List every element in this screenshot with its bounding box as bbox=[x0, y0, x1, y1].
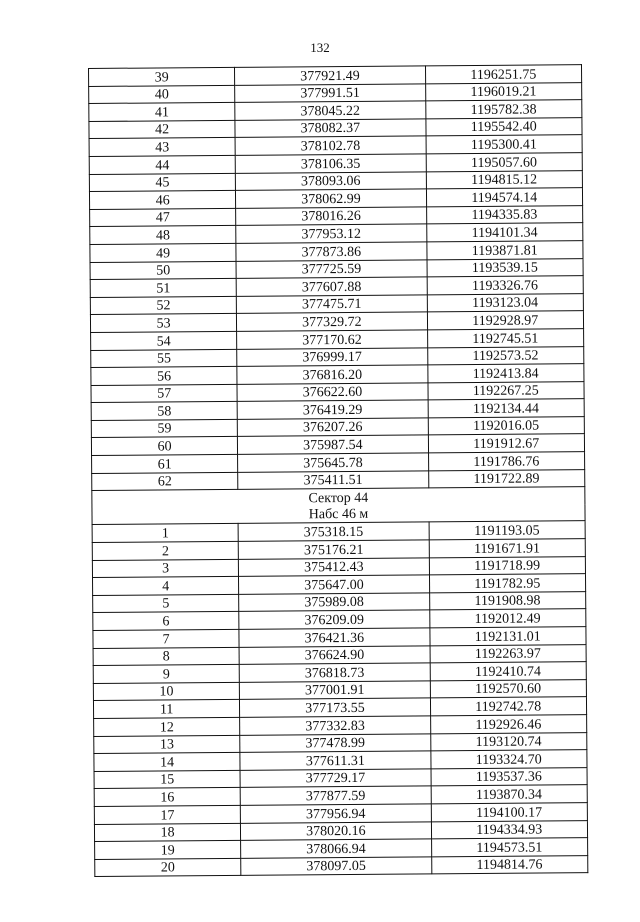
y-coordinate-cell: 1193539.15 bbox=[427, 258, 584, 277]
x-coordinate-cell: 377329.72 bbox=[237, 312, 427, 331]
point-number-cell: 52 bbox=[90, 296, 236, 315]
point-number-cell: 1 bbox=[92, 524, 238, 543]
x-coordinate-cell: 378062.99 bbox=[236, 189, 426, 208]
y-coordinate-cell: 1194334.93 bbox=[431, 820, 588, 839]
point-number-cell: 12 bbox=[94, 717, 240, 736]
point-number-cell: 10 bbox=[93, 682, 239, 701]
point-number-cell: 49 bbox=[90, 243, 236, 262]
x-coordinate-cell: 375987.54 bbox=[238, 435, 428, 454]
page-number: 132 bbox=[310, 40, 330, 55]
x-coordinate-cell: 377001.91 bbox=[240, 681, 430, 700]
y-coordinate-cell: 1195542.40 bbox=[425, 117, 582, 136]
y-coordinate-cell: 1191912.67 bbox=[428, 434, 585, 453]
sector-header bbox=[92, 487, 585, 525]
y-coordinate-cell: 1191786.76 bbox=[428, 452, 585, 471]
point-number-cell: 51 bbox=[90, 278, 236, 297]
x-coordinate-cell: 377956.94 bbox=[241, 804, 431, 823]
y-coordinate-cell: 1194100.17 bbox=[431, 803, 588, 822]
x-coordinate-cell: 377953.12 bbox=[236, 224, 426, 243]
point-number-cell: 44 bbox=[89, 155, 235, 174]
point-number-cell: 5 bbox=[93, 594, 239, 613]
x-coordinate-cell: 376421.36 bbox=[239, 628, 429, 647]
y-coordinate-cell: 1193537.36 bbox=[431, 767, 588, 786]
point-number-cell: 58 bbox=[91, 402, 237, 421]
x-coordinate-cell: 378016.26 bbox=[236, 207, 426, 226]
point-number-cell: 18 bbox=[94, 823, 240, 842]
point-number-cell: 53 bbox=[90, 314, 236, 333]
x-coordinate-cell: 375647.00 bbox=[239, 575, 429, 594]
point-number-cell: 8 bbox=[93, 647, 239, 666]
x-coordinate-cell: 377475.71 bbox=[237, 295, 427, 314]
x-coordinate-cell: 375412.43 bbox=[239, 557, 429, 576]
point-number-cell: 14 bbox=[94, 752, 240, 771]
x-coordinate-cell: 378066.94 bbox=[241, 839, 431, 858]
x-coordinate-cell: 376207.26 bbox=[238, 418, 428, 437]
x-coordinate-cell: 376818.73 bbox=[239, 663, 429, 682]
x-coordinate-cell: 377729.17 bbox=[240, 769, 430, 788]
point-number-cell: 39 bbox=[89, 67, 235, 86]
rows-after-sector bbox=[92, 521, 588, 877]
y-coordinate-cell: 1194815.12 bbox=[426, 170, 583, 189]
point-number-cell: 7 bbox=[93, 629, 239, 648]
point-number-cell: 59 bbox=[91, 419, 237, 438]
y-coordinate-cell: 1192413.84 bbox=[427, 364, 584, 383]
x-coordinate-cell: 376419.29 bbox=[237, 400, 427, 419]
point-number-cell: 46 bbox=[89, 190, 235, 209]
y-coordinate-cell: 1192131.01 bbox=[429, 627, 586, 646]
x-coordinate-cell: 377173.55 bbox=[240, 698, 430, 717]
x-coordinate-cell: 377921.49 bbox=[235, 66, 425, 85]
y-coordinate-cell: 1192742.78 bbox=[430, 697, 587, 716]
y-coordinate-cell: 1191718.99 bbox=[429, 556, 586, 575]
y-coordinate-cell: 1192928.97 bbox=[427, 311, 584, 330]
x-coordinate-cell: 378102.78 bbox=[235, 136, 425, 155]
point-number-cell: 2 bbox=[92, 541, 238, 560]
x-coordinate-cell: 378020.16 bbox=[241, 821, 431, 840]
y-coordinate-cell: 1192570.60 bbox=[430, 679, 587, 698]
y-coordinate-cell: 1194574.14 bbox=[426, 188, 583, 207]
point-number-cell: 4 bbox=[93, 577, 239, 596]
y-coordinate-cell: 1194573.51 bbox=[431, 838, 588, 857]
point-number-cell: 3 bbox=[92, 559, 238, 578]
y-coordinate-cell: 1192267.25 bbox=[427, 381, 584, 400]
x-coordinate-cell: 377478.99 bbox=[240, 733, 430, 752]
x-coordinate-cell: 375176.21 bbox=[238, 540, 428, 559]
sector-title: Сектор 44 bbox=[92, 487, 585, 508]
point-number-cell: 41 bbox=[89, 103, 235, 122]
point-number-cell: 61 bbox=[92, 454, 238, 473]
point-number-cell: 6 bbox=[93, 612, 239, 631]
y-coordinate-cell: 1195782.38 bbox=[425, 100, 582, 119]
x-coordinate-cell: 375411.51 bbox=[238, 470, 428, 489]
point-number-cell: 40 bbox=[89, 85, 235, 104]
y-coordinate-cell: 1192016.05 bbox=[428, 416, 585, 435]
point-number-cell: 57 bbox=[91, 384, 237, 403]
y-coordinate-cell: 1191671.91 bbox=[429, 539, 586, 558]
y-coordinate-cell: 1196251.75 bbox=[425, 65, 582, 84]
y-coordinate-cell: 1192263.97 bbox=[430, 644, 587, 663]
x-coordinate-cell: 375645.78 bbox=[238, 453, 428, 472]
point-number-cell: 47 bbox=[90, 208, 236, 227]
x-coordinate-cell: 377991.51 bbox=[235, 83, 425, 102]
y-coordinate-cell: 1194814.76 bbox=[431, 855, 588, 874]
y-coordinate-cell: 1192012.49 bbox=[429, 609, 586, 628]
y-coordinate-cell: 1192926.46 bbox=[430, 715, 587, 734]
x-coordinate-cell: 377725.59 bbox=[236, 259, 426, 278]
point-number-cell: 43 bbox=[89, 138, 235, 157]
y-coordinate-cell: 1193123.04 bbox=[427, 293, 584, 312]
y-coordinate-cell: 1191193.05 bbox=[429, 521, 586, 540]
x-coordinate-cell: 377607.88 bbox=[236, 277, 426, 296]
y-coordinate-cell: 1193871.81 bbox=[426, 241, 583, 260]
x-coordinate-cell: 377611.31 bbox=[240, 751, 430, 770]
point-number-cell: 56 bbox=[91, 366, 237, 385]
point-number-cell: 19 bbox=[95, 840, 241, 859]
y-coordinate-cell: 1195300.41 bbox=[426, 135, 583, 154]
x-coordinate-cell: 378082.37 bbox=[235, 119, 425, 138]
point-number-cell: 42 bbox=[89, 120, 235, 139]
y-coordinate-cell: 1192134.44 bbox=[428, 399, 585, 418]
x-coordinate-cell: 376999.17 bbox=[237, 347, 427, 366]
coordinates-table bbox=[88, 64, 588, 877]
point-number-cell: 60 bbox=[91, 437, 237, 456]
point-number-cell: 17 bbox=[94, 805, 240, 824]
point-number-cell: 62 bbox=[92, 472, 238, 491]
x-coordinate-cell: 376624.90 bbox=[239, 645, 429, 664]
x-coordinate-cell: 377332.83 bbox=[240, 716, 430, 735]
y-coordinate-cell: 1192573.52 bbox=[427, 346, 584, 365]
x-coordinate-cell: 375989.08 bbox=[239, 593, 429, 612]
x-coordinate-cell: 378106.35 bbox=[235, 154, 425, 173]
point-number-cell: 54 bbox=[91, 331, 237, 350]
y-coordinate-cell: 1191722.89 bbox=[428, 469, 585, 488]
point-number-cell: 20 bbox=[95, 858, 241, 877]
point-number-cell: 11 bbox=[93, 700, 239, 719]
y-coordinate-cell: 1193324.70 bbox=[430, 750, 587, 769]
table-row bbox=[95, 855, 588, 876]
x-coordinate-cell: 376622.60 bbox=[237, 383, 427, 402]
rows-before-sector bbox=[89, 65, 585, 491]
point-number-cell: 45 bbox=[89, 173, 235, 192]
x-coordinate-cell: 375318.15 bbox=[238, 522, 428, 541]
x-coordinate-cell: 377877.59 bbox=[240, 786, 430, 805]
y-coordinate-cell: 1193326.76 bbox=[427, 276, 584, 295]
point-number-cell: 55 bbox=[91, 349, 237, 368]
point-number-cell: 15 bbox=[94, 770, 240, 789]
y-coordinate-cell: 1196019.21 bbox=[425, 82, 582, 101]
y-coordinate-cell: 1191782.95 bbox=[429, 574, 586, 593]
x-coordinate-cell: 378045.22 bbox=[235, 101, 425, 120]
x-coordinate-cell: 377170.62 bbox=[237, 330, 427, 349]
point-number-cell: 9 bbox=[93, 665, 239, 684]
y-coordinate-cell: 1193120.74 bbox=[430, 732, 587, 751]
y-coordinate-cell: 1193870.34 bbox=[431, 785, 588, 804]
y-coordinate-cell: 1194335.83 bbox=[426, 205, 583, 224]
point-number-cell: 48 bbox=[90, 226, 236, 245]
sector-height-label: Набс 46 м bbox=[92, 504, 585, 525]
y-coordinate-cell: 1192745.51 bbox=[427, 329, 584, 348]
x-coordinate-cell: 377873.86 bbox=[236, 242, 426, 261]
point-number-cell: 50 bbox=[90, 261, 236, 280]
x-coordinate-cell: 376209.09 bbox=[239, 610, 429, 629]
point-number-cell: 13 bbox=[94, 735, 240, 754]
x-coordinate-cell: 378093.06 bbox=[236, 171, 426, 190]
x-coordinate-cell: 378097.05 bbox=[241, 857, 431, 876]
x-coordinate-cell: 376816.20 bbox=[237, 365, 427, 384]
y-coordinate-cell: 1192410.74 bbox=[430, 662, 587, 681]
y-coordinate-cell: 1194101.34 bbox=[426, 223, 583, 242]
y-coordinate-cell: 1195057.60 bbox=[426, 153, 583, 172]
y-coordinate-cell: 1191908.98 bbox=[429, 591, 586, 610]
point-number-cell: 16 bbox=[94, 788, 240, 807]
